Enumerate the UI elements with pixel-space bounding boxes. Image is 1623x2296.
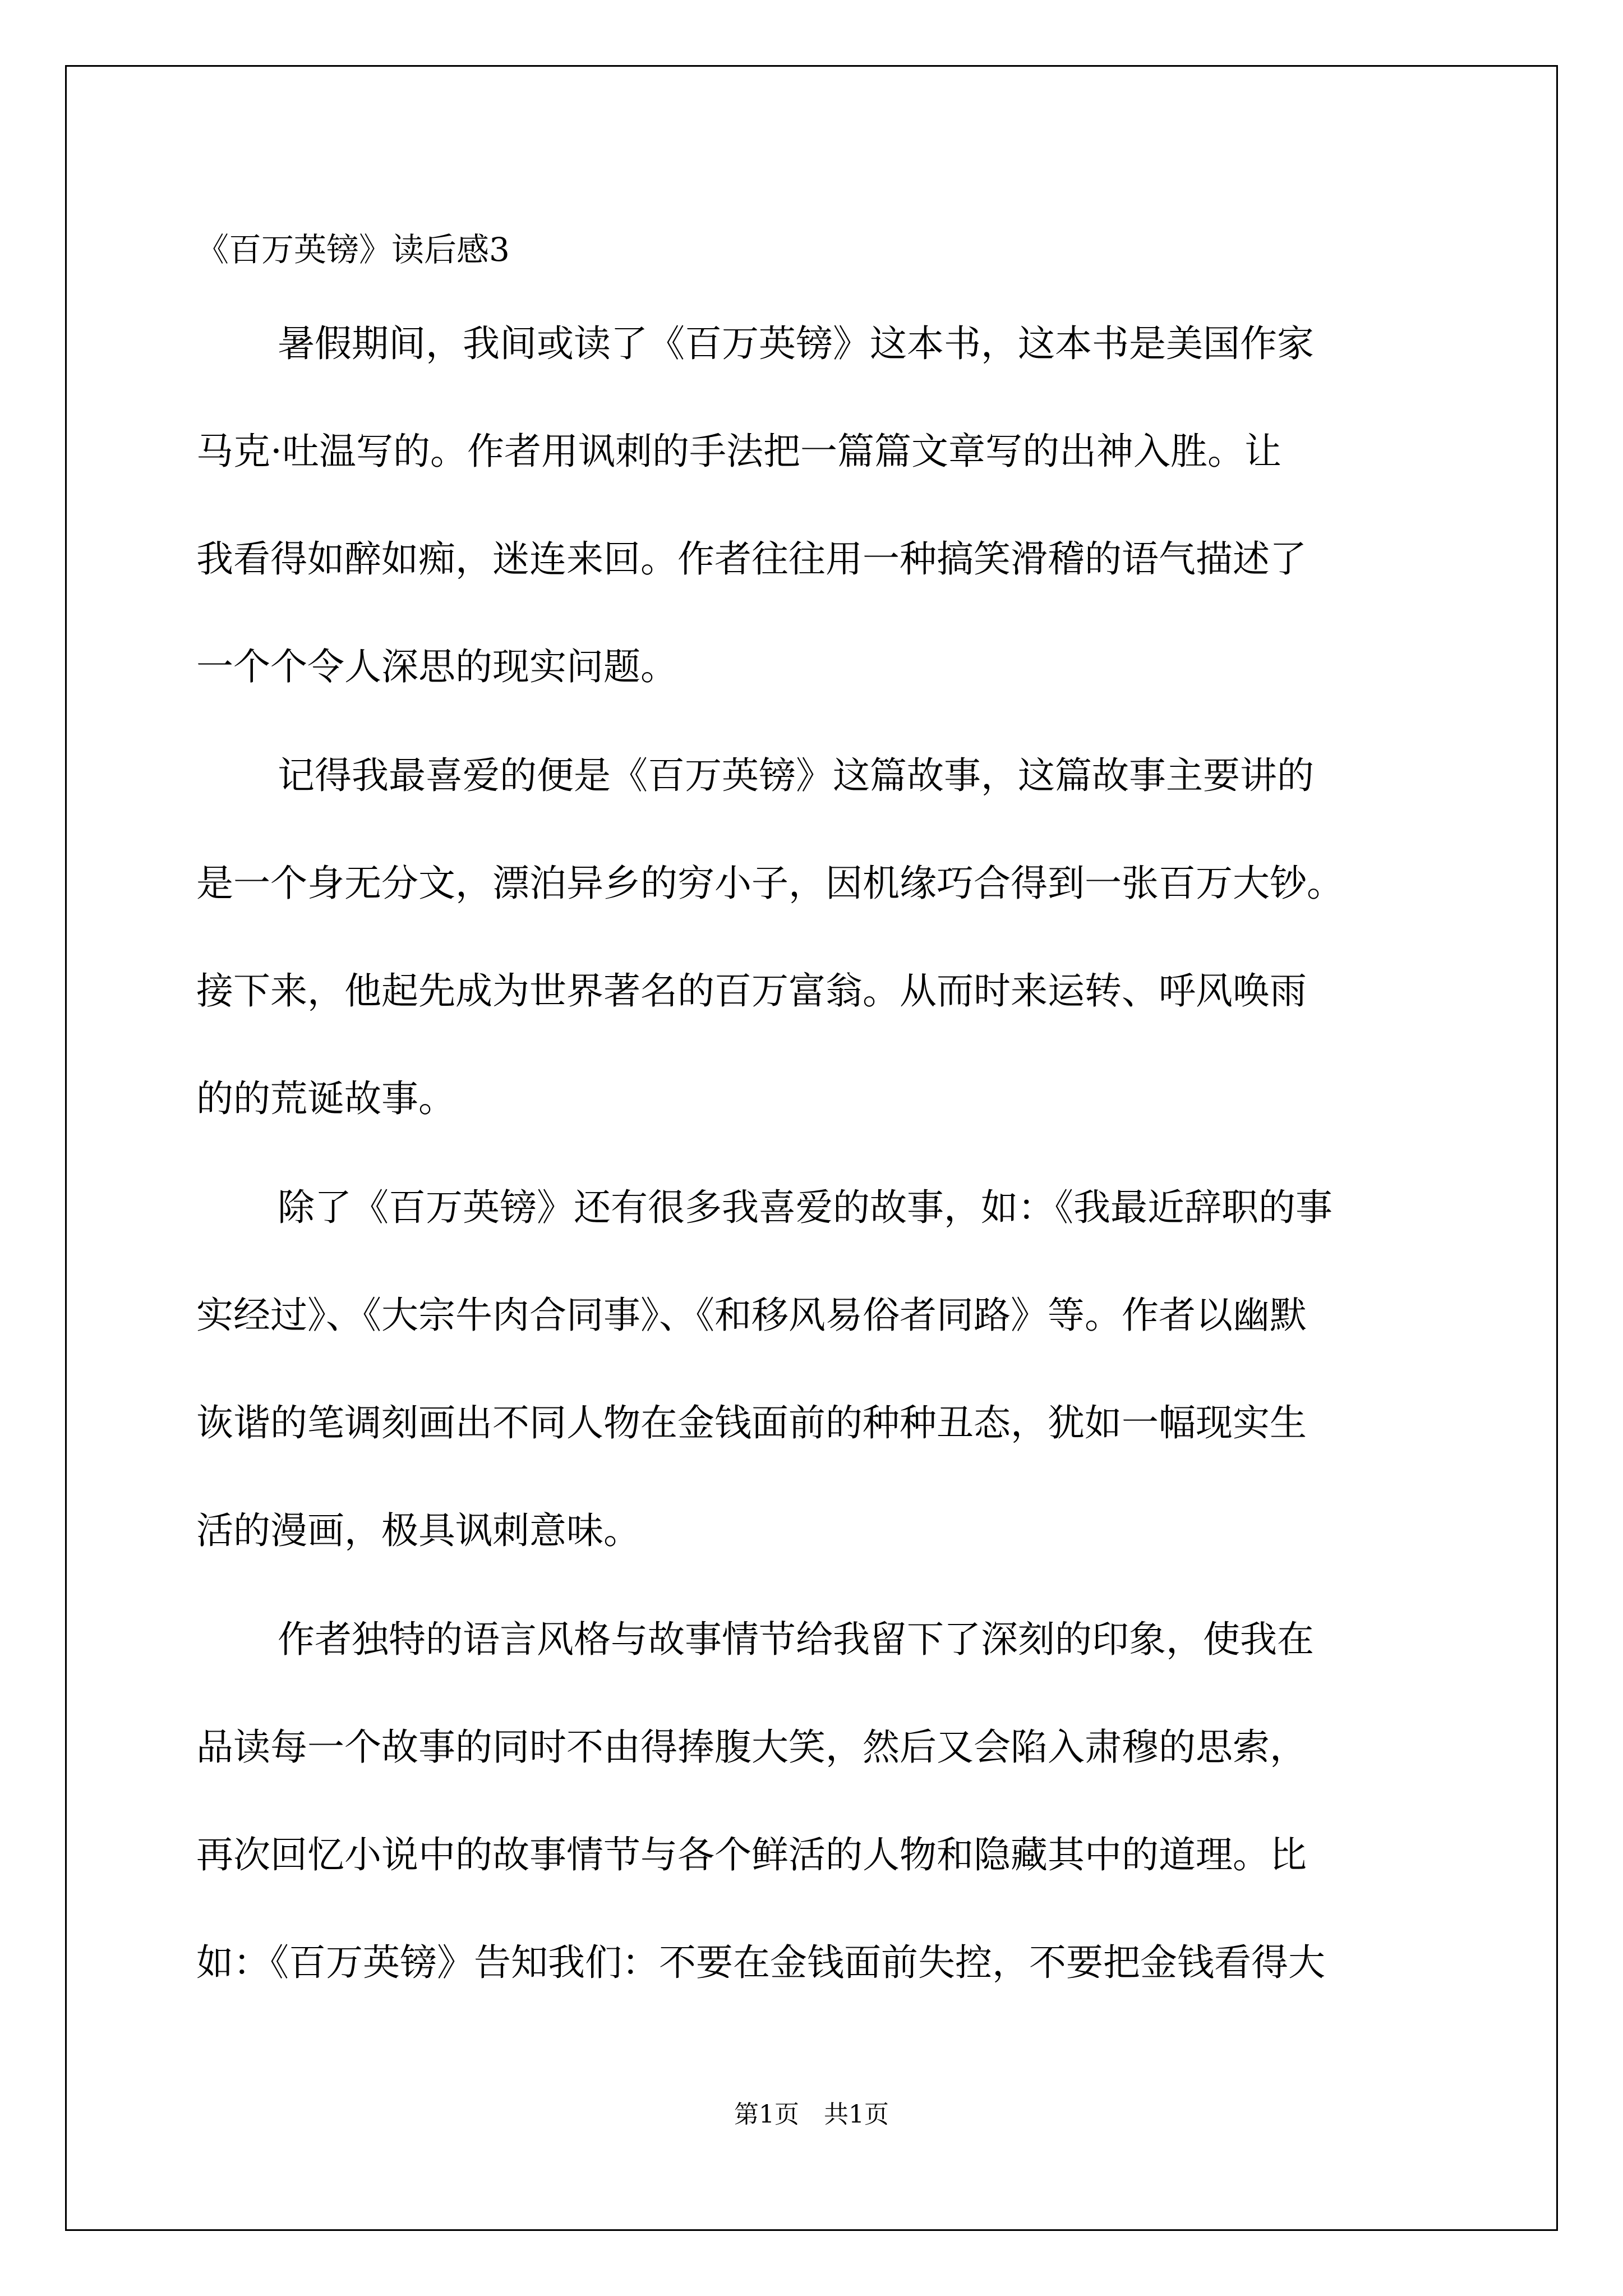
- paragraph-line: 的的荒诞故事。: [196, 1077, 455, 1120]
- paragraph-line: 除了《百万英镑》还有很多我喜爱的故事，如：《我最近辞职的事: [278, 1186, 1332, 1229]
- paragraph-line: 我看得如醉如痴，迷连来回。作者往往用一种搞笑滑稽的语气描述了: [196, 537, 1307, 581]
- paragraph-line: 再次回忆小说中的故事情节与各个鲜活的人物和隐藏其中的道理。比: [196, 1833, 1307, 1876]
- paragraph-line: 品读每一个故事的同时不由得捧腹大笑，然后又会陷入肃穆的思索，: [196, 1726, 1307, 1769]
- paragraph-line: 接下来，他起先成为世界著名的百万富翁。从而时来运转、呼风唤雨: [196, 969, 1307, 1013]
- paragraph-line: 一个个令人深思的现实问题。: [196, 645, 677, 688]
- document-title: 《百万英镑》读后感3: [196, 231, 510, 269]
- page-footer: 第1页 共1页: [734, 2100, 889, 2129]
- paragraph-line: 是一个身无分文，漂泊异乡的穷小子，因机缘巧合得到一张百万大钞。: [196, 862, 1344, 905]
- paragraph-line: 作者独特的语言风格与故事情节给我留下了深刻的印象，使我在: [278, 1618, 1314, 1661]
- paragraph-line: 活的漫画，极具讽刺意味。: [196, 1509, 640, 1552]
- paragraph-line: 暑假期间，我间或读了《百万英镑》这本书，这本书是美国作家: [278, 322, 1314, 365]
- paragraph-line: 实经过》、《大宗牛肉合同事》、《和移风易俗者同路》等。作者以幽默: [196, 1294, 1307, 1337]
- paragraph-line: 诙谐的笔调刻画出不同人物在金钱面前的种种丑态，犹如一幅现实生: [196, 1401, 1307, 1444]
- paragraph-line: 马克·吐温写的。作者用讽刺的手法把一篇篇文章写的出神入胜。让: [196, 430, 1281, 473]
- paragraph-line: 如：《百万英镑》告知我们：不要在金钱面前失控，不要把金钱看得大: [196, 1941, 1325, 1984]
- paragraph-line: 记得我最喜爱的便是《百万英镑》这篇故事，这篇故事主要讲的: [278, 754, 1314, 797]
